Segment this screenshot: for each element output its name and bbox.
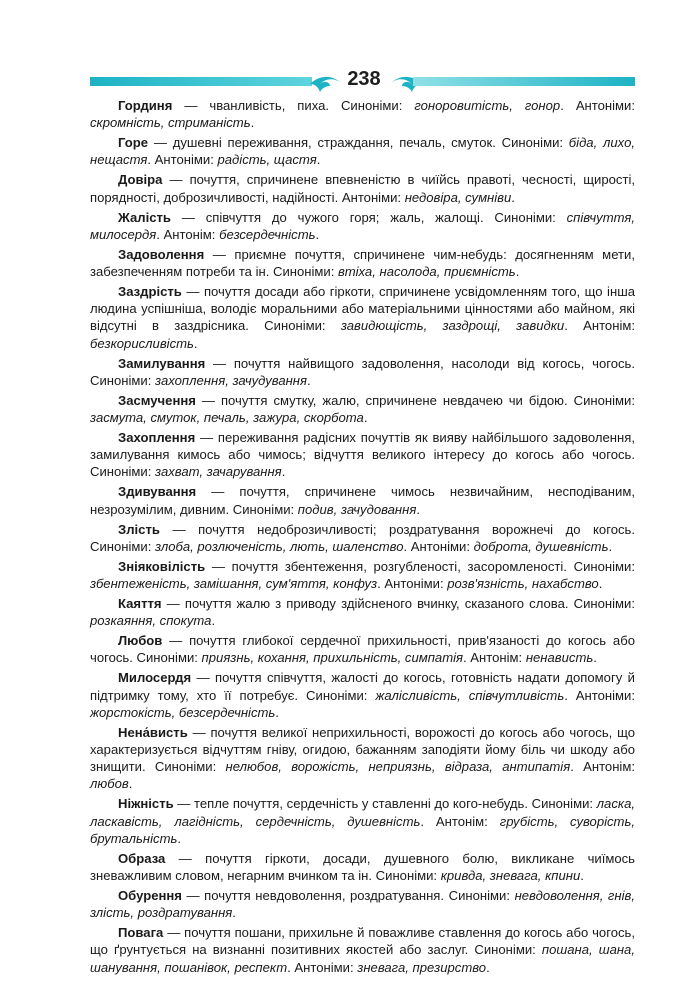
entry-end: . (593, 650, 597, 666)
entry-term: Здивування (118, 484, 197, 500)
dictionary-entry (90, 632, 635, 666)
entry-synonyms: ласка, ласкавість, лагідність, сердечність, душевність (90, 796, 635, 829)
entry-separator: . (511, 189, 515, 205)
entry-definition: — приємне почуття, спричинене чим-небудь: досягненням мети, забезпеченням потреби та ін. Синоніми: (90, 246, 635, 280)
entry-term: Образа (118, 850, 166, 866)
entry-separator: . Антоніми: (560, 98, 636, 113)
dictionary-entry (90, 669, 635, 721)
entry-end: . (316, 152, 321, 168)
entry-synonyms: захоплення, зачудування (155, 372, 308, 388)
entry-end: . (598, 576, 603, 592)
entry-term: Милосердя (118, 670, 192, 686)
entry-term: Злість (118, 521, 160, 537)
dictionary-entry (90, 850, 635, 884)
entry-synonyms: розкаяння, спокута (90, 613, 212, 629)
entry-antonyms: ненависть (525, 650, 594, 666)
entry-separator: . (281, 464, 286, 480)
entry-antonyms: безсердечність (219, 226, 316, 242)
entry-term: Ніжність (118, 796, 174, 812)
entry-synonyms: злоба, розлюченість, лють, шаленство (155, 538, 404, 554)
entry-synonyms: кривда, зневага, кпини (440, 868, 581, 884)
entry-antonyms: скромність, стриманість (90, 115, 251, 131)
entry-definition: — почуття збентеження, розгубленості, засоромленості. Синоніми: (205, 558, 635, 574)
entry-antonyms: безкорисливість (90, 335, 194, 351)
entry-separator: . Антоніми: (377, 576, 448, 592)
entry-synonyms: жалісливість, співчутливість (375, 687, 565, 703)
entry-definition: — почуття пошани, прихильне й поважливе ставлення до когось або чогось, що ґрунтується на визнанні позитивних якостей або заслуг. Синоніми: (90, 925, 635, 958)
entry-end: . (128, 776, 133, 792)
ornament-left-icon (308, 66, 342, 94)
entry-separator: . (416, 501, 420, 517)
entry-end: . (315, 226, 320, 242)
dictionary-entry (90, 483, 635, 517)
dictionary-entry (90, 595, 635, 629)
entry-separator: . (515, 264, 520, 280)
entry-definition: — почуття гіркоти, досади, душевного болю, викликане чиїмось зневажливим словом, негарним вчинком та ін. Синоніми: (90, 850, 635, 884)
entry-separator: . (363, 410, 368, 426)
dictionary-entry (90, 97, 635, 131)
entry-separator: . Антонім: (156, 226, 220, 242)
entry-term: Гординя (118, 98, 173, 113)
entry-definition: — почуття жалю з приводу здійсненого вчинку, сказаного слова. Синоніми: (161, 596, 635, 612)
entry-separator: . Антоніми: (403, 538, 474, 554)
entry-synonyms: завидющість, заздрощі, завидки (340, 318, 565, 334)
entry-synonyms: подив, зачудовання (297, 501, 417, 517)
entry-antonyms: жорстокість, безсердечність (90, 704, 276, 720)
dictionary-entries (90, 97, 635, 979)
entry-separator: . Антонім: (463, 650, 526, 666)
entry-definition: — почуття досади або гіркоти, спричинене усвідомленням того, що інша людина успішніша, володіє моральними або матеріальними цінностями або майном, які відсутні в заздрісника. Синоніми: (90, 284, 635, 334)
dictionary-entry (90, 429, 635, 481)
entry-synonyms: співчуття, милосердя (90, 209, 635, 242)
dictionary-entry (90, 246, 635, 280)
entry-separator: . Антонім: (420, 813, 500, 829)
entry-synonyms: пошана, шана, шанування, пошанівок, респект (90, 942, 635, 975)
entry-end: . (275, 704, 279, 720)
entry-definition: — почуття, спричинене чимось незвичайним, несподіваним, незрозумілим, дивним. Синоніми: (90, 484, 635, 517)
entry-synonyms: невдоволення, гнів, злість, роздратування (90, 888, 635, 921)
header-bar-left (90, 77, 312, 86)
entry-term: Захоплення (118, 430, 196, 446)
entry-term: Жалість (118, 209, 171, 225)
entry-separator: . Антоніми: (147, 152, 218, 168)
dictionary-entry (90, 134, 635, 168)
dictionary-entry (90, 558, 635, 592)
entry-synonyms: недовіра, сумніви (404, 189, 512, 205)
entry-definition: — співчуття до чужого горя; жаль, жалощі. Синоніми: (170, 209, 567, 225)
entry-term: Заздрість (118, 284, 182, 300)
entry-separator: . Антонім: (564, 318, 635, 334)
entry-synonyms: засмута, смуток, печаль, зажура, скорбота (90, 410, 364, 426)
entry-definition: — почуття смутку, жалю, спричинене невдачею чи бідою. Синоніми: (195, 392, 635, 408)
entry-end: . (250, 115, 255, 131)
entry-antonyms: доброта, душевність (473, 538, 609, 554)
entry-definition: — тепле почуття, сердечність у ставленні до кого-небудь. Синоніми: (173, 796, 597, 812)
entry-term: Задоволення (118, 246, 205, 262)
entry-separator: . (232, 905, 236, 921)
entry-term: Каяття (118, 596, 162, 612)
dictionary-entry (90, 724, 635, 793)
dictionary-entry (90, 795, 635, 847)
entry-separator: . Антоніми: (287, 959, 358, 975)
entry-definition: — чванливість, пиха. Синоніми: (172, 98, 415, 113)
entry-antonyms: радість, щастя (217, 152, 317, 168)
entry-synonyms: втіха, насолода, приємність (338, 264, 516, 280)
dictionary-entry (90, 355, 635, 389)
entry-definition: — переживання радісних почуттів як вияву найбільшого задоволення, замилування кимось або чимось; відчуття великого інтересу до когось або чогось. Синоніми: (90, 430, 635, 480)
entry-antonyms: розв'язність, нахабство (447, 576, 599, 592)
header-bar-right (413, 77, 635, 86)
entry-term: Довіра (118, 172, 163, 188)
entry-synonyms: гоноровитість, гонор (414, 98, 561, 113)
dictionary-entry (90, 209, 635, 243)
entry-definition: — почуття глибокої сердечної прихильності, прив'язаності до когось або чогось. Синоніми: (90, 633, 635, 666)
page-number: 238 (347, 68, 381, 90)
dictionary-entry (90, 924, 635, 976)
entry-antonyms: любов (90, 776, 129, 792)
entry-antonyms: зневага, презирство (357, 959, 487, 975)
dictionary-entry (90, 887, 635, 921)
entry-term: Обурення (118, 888, 182, 904)
entry-term: Замилування (118, 355, 206, 371)
entry-term: Засмучення (118, 392, 196, 408)
entry-term: Нена́висть (118, 724, 188, 740)
entry-synonyms: нелюбов, ворожість, неприязнь, відраза, антипатія (225, 759, 571, 775)
dictionary-entry (90, 283, 635, 352)
entry-term: Повага (118, 925, 164, 941)
entry-end: . (177, 830, 182, 846)
entry-synonyms: захват, зачарування (155, 464, 282, 480)
dictionary-entry (90, 392, 635, 426)
entry-separator: . Антоніми: (564, 687, 636, 703)
entry-definition: — почуття співчуття, жалості до когось, готовність надати допомогу й підтримку тому, хто її потребує. Синоніми: (90, 670, 635, 703)
entry-term: Зніяковілість (118, 558, 206, 574)
entry-definition: — почуття великої неприхильності, ворожості до когось або чогось, що характеризується відчуттям гніву, огидою, бажанням заподіяти йому біль чи шкоду або знищити. Синоніми: (90, 724, 635, 775)
entry-synonyms: біда, лихо, нещастя (90, 135, 635, 168)
entry-end: . (193, 335, 198, 351)
dictionary-entry (90, 521, 635, 555)
dictionary-entry (90, 171, 635, 205)
entry-end: . (486, 959, 490, 975)
page-header (90, 68, 635, 92)
entry-definition: — почуття недоброзичливості; роздратування ворожнечі до когось. Синоніми: (90, 521, 635, 554)
entry-antonyms: грубість, суворість, брутальність (90, 813, 635, 846)
entry-separator: . (211, 613, 216, 629)
entry-synonyms: збентеженість, замішання, сум'яття, конфуз (90, 576, 378, 592)
entry-synonyms: приязнь, кохання, прихильність, симпатія (201, 650, 464, 666)
entry-definition: — почуття, спричинене впевненістю в чиїйсь правоті, чесності, щирості, порядності, доброзичливості, надійності. Антоніми: (90, 172, 635, 205)
entry-definition: — почуття найвищого задоволення, насолоди від когось, чогось. Синоніми: (90, 355, 635, 388)
entry-definition: — почуття невдоволення, роздратування. Синоніми: (181, 888, 515, 904)
entry-end: . (608, 538, 613, 554)
entry-definition: — душевні переживання, страждання, печаль, смуток. Синоніми: (148, 135, 569, 151)
entry-term: Горе (118, 135, 149, 151)
entry-separator: . (307, 372, 311, 388)
entry-separator: . Антонім: (570, 759, 635, 775)
entry-separator: . (580, 868, 584, 884)
entry-term: Любов (118, 633, 163, 649)
